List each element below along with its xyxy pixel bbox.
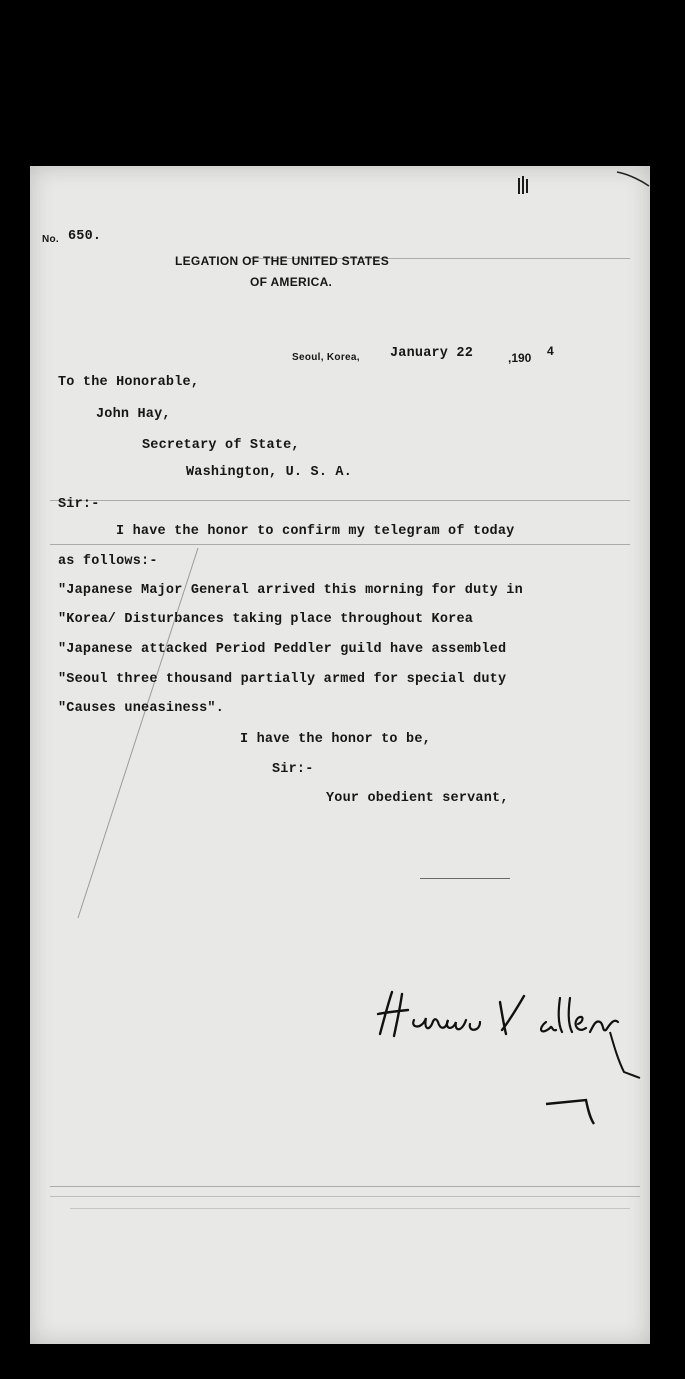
scan-line [50,1196,640,1197]
year-prefix: ,190 [508,351,532,365]
closing-line-1: I have the honor to be, [240,732,431,747]
place-line: Seoul, Korea, [292,352,360,363]
letter-date: January 22 [390,346,474,361]
body-line: as follows:- [58,554,158,569]
scan-line [50,500,630,501]
body-line: "Korea/ Disturbances taking place throughout Korea [58,612,474,627]
salutation: Sir:- [58,497,100,512]
corner-marks [538,1026,648,1136]
signature-underline [420,878,510,879]
scan-line [50,544,630,545]
body-line: "Japanese Major General arrived this morning for duty in [58,583,523,598]
address-line-3: Secretary of State, [142,438,300,453]
closing-line-3: Your obedient servant, [326,791,509,806]
scan-line [50,1186,640,1187]
body-line: "Causes uneasiness". [58,701,225,716]
scratch-line [70,546,200,926]
document-page [30,166,650,1344]
letterhead-line-2: OF AMERICA. [250,275,333,289]
document-number: 650. [68,229,102,244]
corner-fold [615,166,650,191]
body-line: I have the honor to confirm my telegram of today [116,524,515,539]
address-line-4: Washington, U. S. A. [186,465,353,480]
address-line-2: John Hay, [96,407,171,422]
body-line: "Seoul three thousand partially armed for special duty [58,672,507,687]
address-line-1: To the Honorable, [58,375,200,390]
letterhead-line-1: LEGATION OF THE UNITED STATES [175,254,390,268]
ink-mark [526,179,528,193]
scan-line [70,1208,630,1209]
year-digit: 4 [547,344,554,358]
document-number-label: No. [42,234,60,245]
closing-line-2: Sir:- [272,762,314,777]
ink-mark [518,178,520,194]
ink-mark [522,176,524,194]
body-line: "Japanese attacked Period Peddler guild have assembled [58,642,507,657]
